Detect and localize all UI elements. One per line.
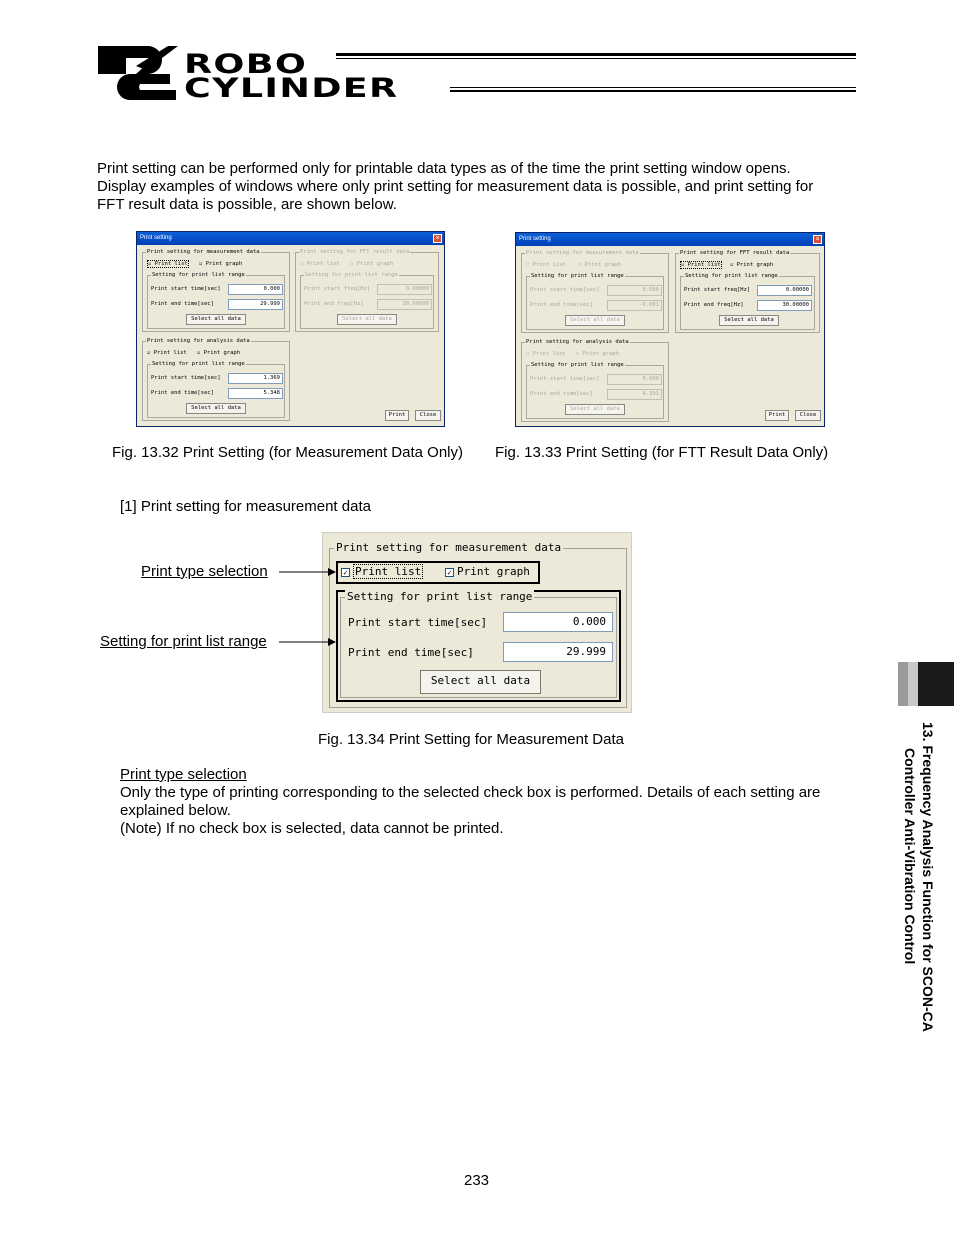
arrow-icons — [276, 565, 338, 655]
checkbox-checked-icon: ✓ — [341, 568, 350, 577]
chapter-title-line-1: 13. Frequency Analysis Function for SCON-CA — [920, 722, 936, 1032]
chapter-tab-light — [908, 662, 918, 706]
section-heading: [1] Print setting for measurement data — [120, 498, 371, 515]
ana-end-label: Print end time[sec] — [151, 390, 214, 396]
explain-line-1: Only the type of printing corresponding to the selected check box is performed. Details of each setting are — [120, 784, 821, 801]
end-time-input[interactable]: 29.999 — [228, 299, 283, 310]
end-time-input[interactable]: 29.999 — [503, 642, 613, 662]
chapter-tab-dark — [918, 662, 954, 706]
select-all-button[interactable]: Select all data — [565, 315, 625, 326]
chapter-title-line-2: Controller Anti-Vibration Control — [902, 748, 918, 965]
ana-print-graph-checkbox[interactable]: ☐ Print graph — [576, 351, 620, 357]
ana-range-title: Setting for print list range — [152, 361, 245, 367]
fft-start-label: Print start freq[Hz] — [684, 287, 751, 293]
analysis-group — [142, 338, 290, 421]
ana-print-list-checkbox[interactable]: ☑ Print list — [147, 350, 187, 356]
explain-line-2: explained below. — [120, 802, 231, 819]
intro-line-1: Print setting can be performed only for printable data types as of the time the print setting window opens. — [97, 160, 791, 177]
range-group — [526, 273, 664, 330]
fft-start-input[interactable]: 0.00000 — [757, 285, 812, 296]
ana-end-input[interactable]: 4.391 — [607, 389, 662, 400]
range-group-title: Setting for print list range — [347, 590, 533, 603]
ana-print-graph-checkbox[interactable]: ☑ Print graph — [197, 350, 241, 356]
window-title: Print setting — [519, 236, 551, 242]
fft-end-label: Print end freq[Hz] — [304, 301, 364, 307]
analysis-group — [521, 339, 669, 422]
page-number: 233 — [464, 1172, 490, 1189]
ana-range-group — [147, 361, 285, 418]
print-button[interactable]: Print — [765, 410, 789, 421]
fft-group — [295, 249, 439, 332]
end-time-label: Print end time[sec] — [530, 302, 593, 308]
start-time-label: Print start time[sec] — [530, 287, 600, 293]
range-group — [147, 272, 285, 329]
logo-cylinder: CYLINDER — [184, 73, 399, 104]
checkbox-checked-icon: ✓ — [445, 568, 454, 577]
intro-line-2: Display examples of windows where only print setting for measurement data is possible, and print setting for — [97, 178, 814, 195]
measurement-print-panel — [322, 532, 632, 713]
meas-group-title: Print setting for measurement data — [336, 541, 562, 554]
print-list-checkbox[interactable]: ✓ Print list — [341, 565, 423, 579]
analysis-group-title: Print setting for analysis data — [526, 339, 629, 345]
ana-end-input[interactable]: 5.348 — [228, 388, 283, 399]
select-all-button[interactable]: Select all data — [420, 670, 541, 694]
close-icon[interactable]: × — [813, 235, 822, 244]
close-button[interactable]: Close — [795, 410, 821, 421]
start-time-label: Print start time[sec] — [151, 286, 221, 292]
logo-robo: ROBO — [184, 49, 308, 80]
intro-line-3: FFT result data is possible, are shown below. — [97, 196, 397, 213]
fft-print-graph-checkbox[interactable]: ☐ Print graph — [350, 261, 394, 267]
print-list-checkbox[interactable]: ☑ Print list — [148, 261, 188, 267]
fft-start-label: Print start freq[Hz] — [304, 286, 371, 292]
start-time-input[interactable]: 0.000 — [228, 284, 283, 295]
fft-range-group — [680, 273, 815, 330]
print-list-checkbox[interactable]: ☐ Print list — [526, 262, 566, 268]
fft-select-all-button[interactable]: Select all data — [719, 315, 779, 326]
meas-group — [142, 249, 290, 332]
window-title: Print setting — [140, 235, 172, 241]
range-group-title: Setting for print list range — [152, 272, 245, 278]
fft-range-title: Setting for print list range — [685, 273, 778, 279]
start-time-input[interactable]: 0.000 — [503, 612, 613, 632]
start-time-input[interactable]: 0.000 — [607, 285, 662, 296]
meas-group-title: Print setting for measurement data — [147, 249, 260, 255]
header-rule-top — [336, 53, 856, 56]
end-time-input[interactable]: -0.001 — [607, 300, 662, 311]
header-rule-top-thin — [336, 58, 856, 59]
print-button[interactable]: Print — [385, 410, 409, 421]
print-setting-window-fft — [515, 232, 825, 427]
fft-end-input[interactable]: 30.00000 — [377, 299, 432, 310]
explain-note: (Note) If no check box is selected, data cannot be printed. — [120, 820, 504, 837]
header-rule-bottom-thick — [450, 90, 856, 92]
fft-print-list-checkbox[interactable]: ☑ Print list — [681, 262, 721, 268]
select-all-button[interactable]: Select all data — [186, 314, 246, 325]
fft-end-input[interactable]: 30.00000 — [757, 300, 812, 311]
fft-range-group — [300, 272, 434, 329]
fft-print-list-checkbox[interactable]: ☐ Print list — [300, 261, 340, 267]
annotation-print-type: Print type selection — [141, 563, 268, 580]
ana-range-group — [526, 362, 664, 419]
meas-group — [521, 250, 669, 333]
explain-heading: Print type selection — [120, 766, 247, 783]
meas-group-title: Print setting for measurement data — [526, 250, 639, 256]
ana-print-list-checkbox[interactable]: ☐ Print list — [526, 351, 566, 357]
ana-start-input[interactable]: 0.000 — [607, 374, 662, 385]
caption-fig-13-32: Fig. 13.32 Print Setting (for Measurement Data Only) — [112, 444, 463, 461]
start-time-label: Print start time[sec] — [348, 616, 488, 629]
fft-group-title: Print setting for FFT result data — [680, 250, 790, 256]
chapter-tab-grey — [898, 662, 908, 706]
header-rule-bottom — [450, 87, 856, 88]
fft-end-label: Print end freq[Hz] — [684, 302, 744, 308]
print-graph-checkbox[interactable]: ☑ Print graph — [199, 261, 243, 267]
ana-start-label: Print start time[sec] — [151, 375, 221, 381]
fft-print-graph-checkbox[interactable]: ☑ Print graph — [730, 262, 774, 268]
close-button[interactable]: Close — [415, 410, 441, 421]
range-group-title: Setting for print list range — [531, 273, 624, 279]
analysis-group-title: Print setting for analysis data — [147, 338, 250, 344]
fft-select-all-button[interactable]: Select all data — [337, 314, 397, 325]
ana-select-all-button[interactable]: Select all data — [186, 403, 246, 414]
window-titlebar — [516, 233, 824, 246]
close-icon[interactable]: × — [433, 234, 442, 243]
fft-group-title: Print setting for FFT result data — [300, 249, 410, 255]
print-setting-window-measurement — [136, 231, 445, 427]
rc-logo-mark — [96, 44, 178, 101]
ana-range-title: Setting for print list range — [531, 362, 624, 368]
fft-start-input[interactable]: 0.00000 — [377, 284, 432, 295]
caption-fig-13-33: Fig. 13.33 Print Setting (for FTT Result Data Only) — [495, 444, 829, 461]
fft-range-title: Setting for print list range — [305, 272, 398, 278]
ana-start-label: Print start time[sec] — [530, 376, 600, 382]
ana-select-all-button[interactable]: Select all data — [565, 404, 625, 415]
end-time-label: Print end time[sec] — [151, 301, 214, 307]
window-titlebar — [137, 232, 444, 245]
print-graph-checkbox[interactable]: ☐ Print graph — [578, 262, 622, 268]
fft-group — [675, 250, 820, 333]
ana-start-input[interactable]: 1.369 — [228, 373, 283, 384]
end-time-label: Print end time[sec] — [348, 646, 474, 659]
ana-end-label: Print end time[sec] — [530, 391, 593, 397]
annotation-list-range: Setting for print list range — [100, 633, 267, 650]
caption-fig-13-34: Fig. 13.34 Print Setting for Measurement Data — [318, 731, 624, 748]
print-graph-checkbox[interactable]: ✓ Print graph — [445, 565, 530, 579]
